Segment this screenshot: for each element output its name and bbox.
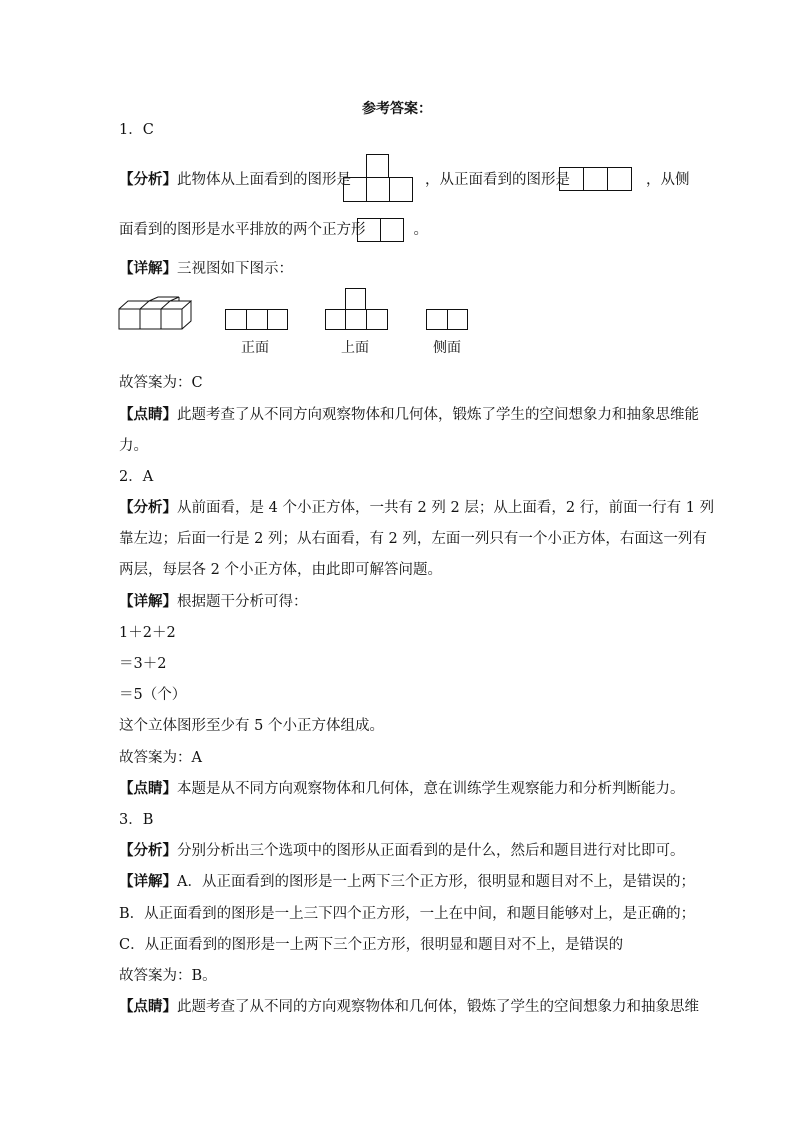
q3-detail-line1: 【详解】A．从正面看到的图形是一上两下三个正方形，很明显和题目对不上，是错误的；	[119, 873, 695, 890]
q3-number: 3．B	[119, 812, 154, 828]
q1-analysis-tag: 【分析】	[119, 171, 177, 188]
q3-comment: 【点睛】此题考查了从不同的方向观察物体和几何体，锻炼了学生的空间想象力和抽象思维	[119, 998, 699, 1015]
q1-side-view-label: 侧面	[433, 340, 461, 356]
q3-answer: 故答案为：B。	[119, 968, 217, 984]
q2-number: 2．A	[119, 469, 154, 485]
q1-answer: 故答案为：C	[119, 375, 203, 391]
q1-analysis-line1: 【分析】此物体从上面看到的图形是 ，从正面看到的图形是 ，从侧	[119, 171, 690, 188]
q3-detail-line3: C．从正面看到的图形是一上两下三个正方形，很明显和题目对不上，是错误的	[119, 937, 624, 953]
q2-conclusion: 这个立体图形至少有 5 个小正方体组成。	[119, 718, 384, 734]
q2-comment: 【点睛】本题是从不同方向观察物体和几何体，意在训练学生观察能力和分析判断能力。	[119, 780, 685, 797]
q2-detail: 【详解】根据题干分析可得：	[119, 593, 308, 610]
q1-3d-cube-figure	[118, 296, 192, 332]
q1-top-view-label: 上面	[341, 340, 369, 356]
q3-analysis: 【分析】分别分析出三个选项中的图形从正面看到的是什么，然后和题目进行对比即可。	[119, 842, 685, 859]
q1-detail: 【详解】三视图如下图示：	[119, 260, 293, 277]
q2-analysis-line3: 两层，每层各 2 个小正方体，由此即可解答问题。	[119, 562, 442, 578]
q2-answer: 故答案为：A	[119, 750, 202, 766]
q2-analysis-line2: 靠左边；后面一行是 2 列；从右面看，有 2 列，左面一列只有一个小正方体，右面这一列有	[119, 531, 707, 547]
page-title: 参考答案：	[362, 101, 432, 117]
q1-comment-line1: 【点睛】此题考查了从不同方向观察物体和几何体，锻炼了学生的空间想象力和抽象思维能	[119, 406, 699, 423]
q2-calc-line2: ＝3＋2	[119, 656, 167, 672]
q2-calc-line1: 1＋2＋2	[119, 625, 176, 641]
q1-number: 1．C	[119, 122, 154, 138]
q2-calc-line3: ＝5（个）	[119, 687, 187, 703]
q1-analysis-line2: 面看到的图形是水平排放的两个正方形 。	[119, 222, 428, 238]
q3-detail-line2: B．从正面看到的图形是一上三下四个正方形，一上在中间，和题目能够对上，是正确的；	[119, 906, 696, 922]
q1-front-view-label: 正面	[241, 340, 269, 356]
q2-analysis-line1: 【分析】从前面看，是 4 个小正方体，一共有 2 列 2 层；从上面看，2 行，前面一行有 1 列	[119, 499, 715, 516]
q1-comment-line2: 力。	[119, 438, 148, 454]
